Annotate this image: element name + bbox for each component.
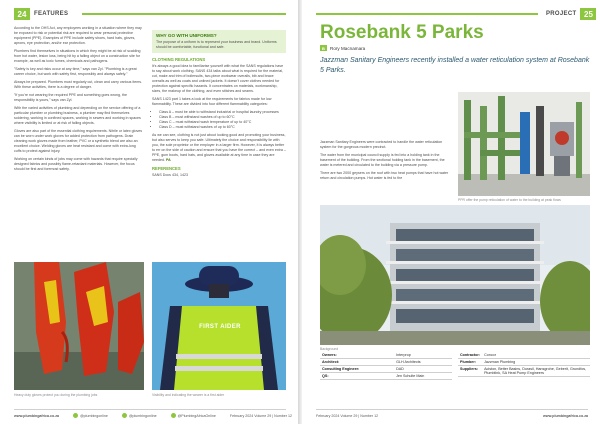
paragraph (152, 133, 286, 163)
paragraph: Gloves are also part of the essential clothing requirements. Nitrile or latex gloves can be worn under work gloves for added protection from pathogens. Drain cleaning work gloves made from leather, PVC or a synthetic blend are also an excellent choice. Welding gloves are heat resistant and come with extra-long cuffs to protect against injury. (14, 129, 143, 153)
article-title: Rosebank 5 Parks (320, 22, 484, 43)
paragraph: Jazzman Sanitary Engineers were contracted to handle the water reticulation system for the gorgeous modern precinct. (320, 140, 443, 149)
clothing-heading: CLOTHING REGULATIONS (152, 57, 206, 62)
header-rule (316, 13, 538, 15)
sidebox-heading: WHY GO WITH UNIFORMS? (156, 33, 217, 38)
table-row (320, 359, 452, 366)
row-value: Jen Schulte Main (394, 373, 452, 380)
flammability-list (152, 110, 286, 130)
linkedin-handle: @PlumbingAfricaOnline (177, 413, 216, 418)
facebook-icon (122, 413, 127, 418)
paragraph: The water from the municipal council supply is fed into a holding tank in the basement of the building. From the sectional holding tank in the basement, the water is metered and circulated to the building via a pressure pump. (320, 153, 445, 167)
gloves-caption: Heavy duty gloves protect you during the plumbing jobs (14, 393, 98, 397)
sidebox-text: The purpose of a uniform is to represent your business and brand. Uniforms should be comfortable, functional and safe. (156, 40, 277, 49)
article-body (320, 140, 450, 184)
row-value: GLH Architects (394, 359, 452, 366)
references-heading: REFERENCES (152, 166, 181, 171)
row-key: Plumber: (458, 359, 482, 366)
row-key: Consulting Engineer: (320, 366, 394, 373)
paragraph: Working on certain kinds of jobs may come with hazards that require specially designed fabrics and possibly flame-retardant materials. However, the focus should be first and foremost safety. (14, 157, 138, 171)
background-label: Background (320, 347, 339, 351)
table-row (320, 366, 452, 373)
byline (320, 45, 365, 51)
footer-website[interactable]: www.plumbingafrica.co.za (14, 413, 59, 418)
credits-table-right (458, 352, 590, 377)
row-key: Suppliers: (458, 366, 482, 377)
section-label: PROJECT (546, 11, 577, 17)
twitter-handle: @plumbingonline (80, 413, 108, 418)
table-row (320, 373, 452, 380)
gloves-photo (14, 262, 144, 390)
vest-print: FIRST AIDER (199, 324, 241, 330)
pipes-caption: PPR offer the pump reticulation of water to the building at peak flows (458, 198, 561, 202)
row-key: Owners: (320, 352, 394, 359)
paragraph: SANS 1423 part 1 takes a look at the requirements for fabrics made for low flammability. These are divided into four different flammability categories: (152, 97, 272, 106)
twitter-link[interactable] (73, 413, 108, 418)
footer-rule (14, 409, 286, 410)
paragraph: "Safety is key and risks occur at any time," says van Zyl. "Plumbing is a great career choice, but work with safety first, responsibly and always safely." (14, 67, 137, 76)
facebook-link[interactable] (122, 413, 157, 418)
article-column-1 (14, 26, 144, 175)
row-value: Interprop (394, 352, 452, 359)
right-page-header (542, 8, 596, 20)
footer-issue: February 2024 Volume 29 | Number 12 (316, 414, 379, 418)
references-text: SANS Docs 434, 1423 (152, 173, 188, 177)
article-intro: Jazzman Sanitary Engineers recently installed a water reticulation system at Rosebank 5 Parks. (320, 57, 590, 74)
uniforms-sidebox (152, 30, 286, 53)
pipes-photo (458, 92, 590, 196)
footer-website[interactable]: www.plumbingafrica.co.za (543, 414, 588, 418)
list-item: • Class B – must withstand washes of up to 60°C (159, 115, 286, 120)
building-illustration (320, 205, 590, 345)
row-value: DAD (394, 366, 452, 373)
paragraph: It's always a good idea to familiarise yourself with what the SANS regulations have to say about work clothing. SANS 434 talks about what is required for the material, cut, make and trim of boilersuits, two-piece workwear overalls, bib and brace overalls as well as coats and unlined jackets. It doesn't cover clothes needed for protection against specific hazards. It concentrates on materials, workmanship, sizes, the makeup of the clothing, and even stitches and seams. (152, 64, 284, 93)
row-value: Jazzman Plumbing (482, 359, 590, 366)
facebook-handle: @plumbingonline (128, 413, 157, 418)
page-number: 24 (14, 8, 30, 20)
left-page (0, 0, 298, 424)
author-name: Rory Macnamara (330, 45, 366, 51)
right-footer (316, 414, 588, 418)
left-footer (14, 413, 292, 418)
left-page-header (14, 8, 72, 20)
first-aider-photo (152, 262, 286, 390)
paragraph: With the varied activities of plumbing and depending on the service offering of a particular plumber or plumbing business, a plumber may find themselves soldering, working in confined spaces, working in sewers and working in spaces where visibility is limited or at risk of falling objects. (14, 106, 141, 125)
closing-text: As we can see, clothing is not just about looking good and promoting your business, but also serves to keep you safe. Ultimately the choice and responsibility lie with you, the sole proprietor or the employer in a larger firm. However, it is always better to err on the side of caution and ensure that you have the correct – and even extra – PPE, gum boots, hard hats, and gloves available at any time in case they are needed. (152, 133, 286, 162)
paragraph: Plumbers find themselves in situations in which they might be at risk of scalding from hot water, lesion loss, being hit by a falling object on a construction site for example, as well as toxic fumes, chemicals and pathogens. (14, 49, 141, 63)
page-number: 25 (580, 8, 596, 20)
paragraph: Always be prepared. Plumbers must regularly cut, clean and carry various items. With these activities, there is a degree of danger. (14, 80, 143, 89)
project-info-right (458, 352, 590, 380)
linkedin-icon (171, 413, 176, 418)
list-item: • Class A – must be able to withstand industrial or hospital laundry processes (159, 110, 286, 115)
row-key: QS: (320, 373, 394, 380)
row-key: Architect: (320, 359, 394, 366)
paragraph: There are two 2000 geysers on the roof with two heat pumps that have hot water return and circulation pumps. Hot water is fed to the (320, 171, 449, 180)
paragraph: "If you're not wearing the required PPE and something goes wrong, the responsibility is yours," says van Zyl. (14, 93, 128, 102)
credits-table-left (320, 352, 452, 380)
gloves-illustration (14, 262, 144, 390)
footer-rule (316, 409, 588, 410)
header-rule (82, 13, 286, 15)
row-value: Concor (482, 352, 590, 359)
linkedin-link[interactable] (171, 413, 216, 418)
project-info-left (320, 352, 452, 380)
section-label: FEATURES (34, 11, 69, 17)
pa-endmark: PA (166, 158, 171, 162)
table-row (458, 366, 590, 377)
row-key: Contractor: (460, 353, 481, 357)
article-column-2 (152, 30, 286, 181)
building-photo (320, 205, 590, 345)
pipes-illustration (458, 92, 590, 196)
byline-mark: B (320, 45, 327, 51)
project-info-table (320, 352, 590, 380)
footer-issue: February 2024 Volume 29 | Number 12 (229, 413, 292, 418)
row-value: Aciston, Better Basins, Durasil, Hansgrohe, Geberit, Grundfos, Plumblink, SA Heat Pump Engineers (482, 366, 590, 377)
twitter-icon (73, 413, 78, 418)
right-page (302, 0, 600, 424)
table-row (458, 359, 590, 366)
list-item: • Class D – must withstand washes of up to 60°C (159, 125, 286, 130)
list-item: • Class C – must withstand wash temperature of up to 40°C (159, 120, 286, 125)
first-aider-caption: Visibility and indicating the wearer is a first aider (152, 393, 225, 397)
paragraph: According to the OHS Act, any employees working in a situation where they may be exposed to risk or potential risk are required to wear personal protective equipment (PPE). Examples of PPE include safety shoes, hard hats, gloves, aprons, eye protection, and/or ear protection. (14, 26, 142, 45)
